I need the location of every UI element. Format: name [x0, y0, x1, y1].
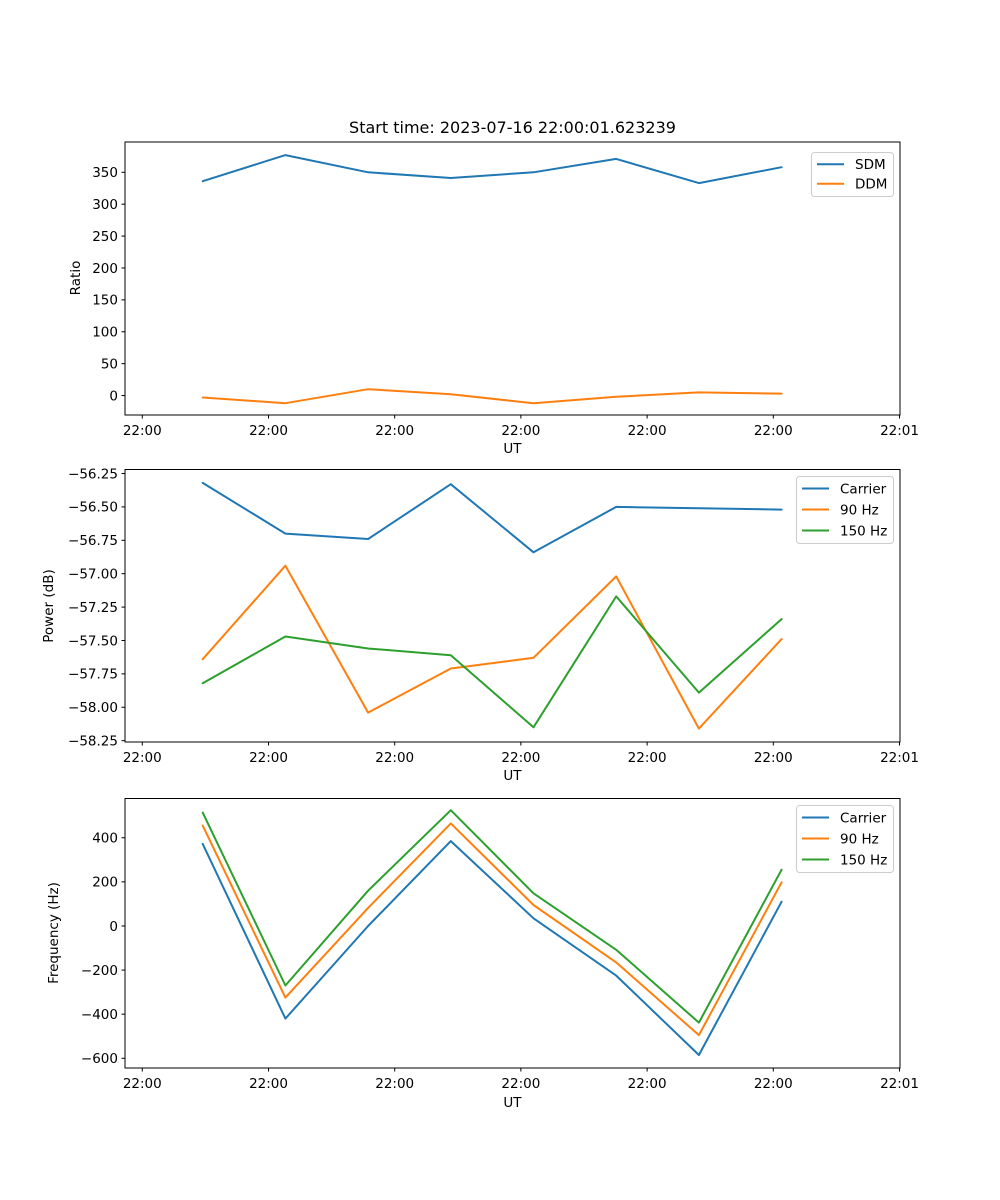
- series-line-sdm: [203, 155, 782, 183]
- legend-label: Carrier: [840, 481, 887, 498]
- x-tick-label: 22:00: [375, 750, 415, 766]
- y-tick-label: 400: [92, 830, 118, 847]
- series-line-carrier: [203, 483, 782, 552]
- x-tick-label: 22:00: [122, 1076, 162, 1092]
- y-tick-label: 100: [92, 324, 118, 341]
- legend-label: DDM: [855, 176, 888, 193]
- chart-title: Start time: 2023-07-16 22:00:01.623239: [349, 118, 676, 137]
- series-line-ddm: [203, 389, 782, 403]
- x-tick-label: 22:00: [627, 423, 667, 439]
- legend-label: 150 Hz: [840, 523, 888, 540]
- y-tick-label: −58.25: [68, 733, 118, 750]
- x-tick-label: 22:00: [627, 1076, 667, 1092]
- x-tick-label: 22:00: [627, 750, 667, 766]
- y-tick-label: 0: [109, 918, 118, 935]
- x-tick-label: 22:00: [375, 423, 415, 439]
- y-tick-label: −600: [80, 1051, 118, 1068]
- y-axis-label-ratio: Ratio: [68, 260, 84, 296]
- series-line-150-hz: [203, 810, 782, 1022]
- axes-frame: [125, 799, 900, 1069]
- legend-label: 90 Hz: [840, 831, 879, 848]
- y-tick-label: −57.00: [68, 566, 118, 583]
- series-line-150-hz: [203, 596, 782, 727]
- series-line-carrier: [203, 841, 782, 1055]
- x-axis-label-ut-3: UT: [503, 1095, 522, 1111]
- x-tick-label: 22:00: [375, 1076, 415, 1092]
- axes-frame: [125, 142, 900, 415]
- y-tick-label: −400: [80, 1006, 118, 1023]
- x-tick-label: 22:00: [122, 750, 162, 766]
- y-tick-label: −57.75: [68, 666, 118, 683]
- x-tick-label: 22:00: [249, 1076, 288, 1092]
- y-tick-label: 300: [92, 196, 118, 213]
- y-tick-label: −57.50: [68, 633, 118, 650]
- x-axis-label-ut-1: UT: [503, 441, 522, 457]
- x-tick-label: 22:00: [249, 750, 288, 766]
- x-tick-label: 22:00: [249, 423, 288, 439]
- x-tick-label: 22:00: [501, 750, 541, 766]
- x-tick-label: 22:00: [753, 1076, 793, 1092]
- series-line-90-hz: [203, 566, 782, 729]
- y-tick-label: 250: [92, 228, 118, 245]
- y-tick-label: 150: [92, 292, 118, 309]
- x-tick-label: 22:01: [880, 1076, 919, 1092]
- x-tick-label: 22:00: [501, 1076, 541, 1092]
- x-tick-label: 22:00: [753, 423, 793, 439]
- x-tick-label: 22:00: [753, 750, 793, 766]
- y-tick-label: 50: [100, 356, 118, 373]
- y-tick-label: 200: [92, 874, 118, 891]
- y-tick-label: −58.00: [68, 700, 118, 717]
- axes-frame: [125, 470, 900, 743]
- x-tick-label: 22:00: [122, 423, 162, 439]
- y-axis-label-frequency: Frequency (Hz): [46, 882, 62, 984]
- legend-label: Carrier: [840, 810, 887, 827]
- y-tick-label: 350: [92, 165, 118, 182]
- x-tick-label: 22:01: [880, 750, 919, 766]
- y-tick-label: −56.50: [68, 499, 118, 516]
- y-tick-label: 0: [109, 388, 118, 405]
- x-axis-label-ut-2: UT: [503, 768, 522, 784]
- y-tick-label: −57.25: [68, 599, 118, 616]
- x-tick-label: 22:00: [501, 423, 541, 439]
- y-axis-label-power: Power (dB): [41, 569, 57, 643]
- series-line-90-hz: [203, 823, 782, 1035]
- y-tick-label: −56.75: [68, 533, 118, 550]
- y-tick-label: 200: [92, 260, 118, 277]
- legend-label: 150 Hz: [840, 852, 888, 869]
- legend-label: SDM: [855, 157, 886, 174]
- y-tick-label: −56.25: [68, 466, 118, 483]
- x-tick-label: 22:01: [880, 423, 919, 439]
- legend-label: 90 Hz: [840, 502, 879, 519]
- y-tick-label: −200: [80, 962, 118, 979]
